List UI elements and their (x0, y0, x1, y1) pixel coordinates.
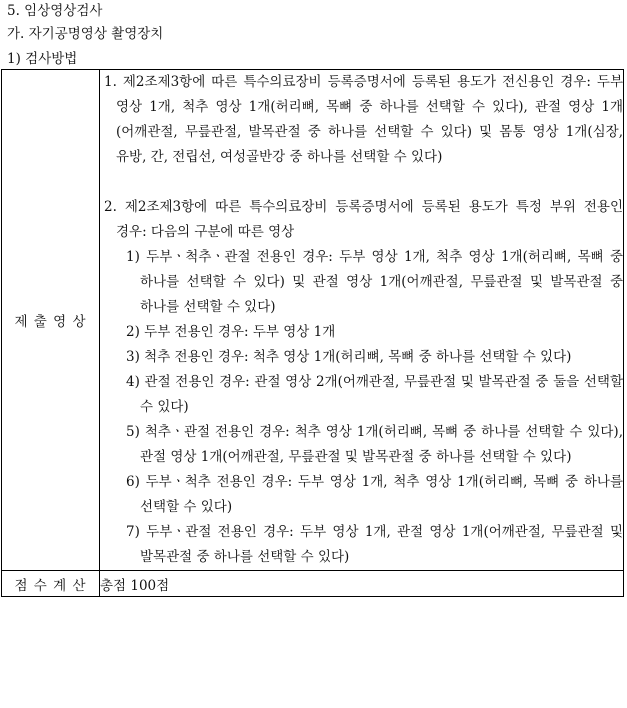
sub-item-head: 2) 두부 전용인 경우: 두부 영상 1개 (126, 324, 336, 340)
paragraph-general-purpose: 1. 제2조제3항에 따른 특수의료장비 등록증명서에 등록된 용도가 전신용인 경우: 두부 영상 1개, 척추 영상 1개(허리뼈, 목뼈 중 하나를 선택할 수 있다), 관절 영상 1개(어깨관절, 무릎관절, 발목관절 중 하나를 선택할 수 있다) 및 몸통 영상 1개(심장, 유방, 간, 전립선, 여성골반강 중 하나를 선택할 수 있다) (104, 74, 623, 165)
score-label: 점 수 계 산 (2, 571, 100, 597)
sub-item-head-joint: 7) 두부ㆍ관절 전용인 경우: 두부 영상 1개, 관절 영상 1개(어깨관절, 무릎관절 및 발목관절 중 하나를 선택할 수 있다) (126, 524, 623, 565)
submission-label: 제 출 영 상 (2, 70, 100, 571)
inspection-method-table (1, 69, 624, 597)
sub-item-head-spine-joint: 1) 두부ㆍ척추ㆍ관절 전용인 경우: 두부 영상 1개, 척추 영상 1개(허리뼈, 목뼈 중 하나를 선택할 수 있다) 및 관절 영상 1개(어깨관절, 무릎관절 및 발목관절 중 하나를 선택할 수 있다) (126, 249, 623, 315)
subsection-heading: 가. 자기공명영상 촬영장치 (7, 26, 164, 42)
method-heading: 1) 검사방법 (7, 51, 78, 67)
sub-item-spine: 3) 척추 전용인 경우: 척추 영상 1개(허리뼈, 목뼈 중 하나를 선택할 수 있다) (126, 349, 572, 365)
sub-item-joint: 4) 관절 전용인 경우: 관절 영상 2개(어깨관절, 무릎관절 및 발목관절 중 둘을 선택할 수 있다) (126, 374, 623, 415)
score-row (2, 571, 624, 597)
sub-item-head-spine: 6) 두부ㆍ척추 전용인 경우: 두부 영상 1개, 척추 영상 1개(허리뼈, 목뼈 중 하나를 선택할 수 있다) (126, 474, 623, 515)
submission-content (100, 70, 624, 571)
section-heading: 5. 임상영상검사 (7, 3, 103, 19)
score-value: 총점 100점 (100, 571, 624, 597)
submission-row (2, 70, 624, 571)
sub-item-spine-joint: 5) 척추ㆍ관절 전용인 경우: 척추 영상 1개(허리뼈, 목뼈 중 하나를 선택할 수 있다), 관절 영상 1개(어깨관절, 무릎관절 및 발목관절 중 하나를 선택할 수 있다) (126, 424, 623, 465)
paragraph-specific-purpose: 2. 제2조제3항에 따른 특수의료장비 등록증명서에 등록된 용도가 특정 부위 전용인 경우: 다음의 구분에 따른 영상 (104, 199, 623, 240)
paragraph-spacer (100, 170, 623, 195)
